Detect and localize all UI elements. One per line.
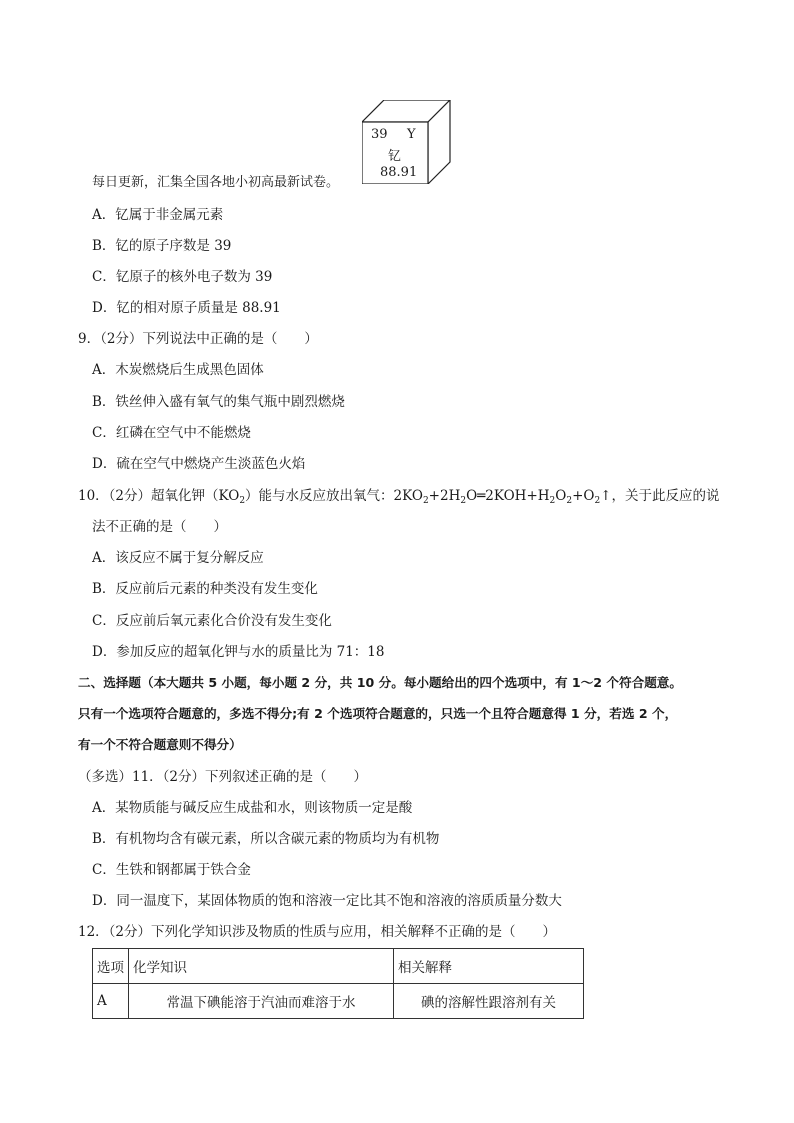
q10-option-d: D．参加反应的超氧化钾与水的质量比为 71：18 xyxy=(92,644,385,660)
q9-option-b: B．铁丝伸入盛有氧气的集气瓶中剧烈燃烧 xyxy=(92,394,345,410)
table-header-option: 选项 xyxy=(93,949,129,984)
q11-option-d: D．同一温度下，某固体物质的饱和溶液一定比其不饱和溶液的溶质质量分数大 xyxy=(92,893,562,909)
q11-stem: （多选）11．（2分）下列叙述正确的是（ ） xyxy=(78,769,368,785)
section2-heading-line2: 只有一个选项符合题意的，多选不得分;有 2 个选项符合题意的，只选一个且符合题意得 1 分，若选 2 个， xyxy=(78,706,678,721)
q10-option-c: C．反应前后氧元素化合价没有发生变化 xyxy=(92,613,332,629)
element-card-yttrium xyxy=(362,100,452,184)
watermark-text: 每日更新，汇集全国各地小初高最新试卷。 xyxy=(92,175,340,190)
q8-option-b: B．钇的原子序数是 39 xyxy=(92,238,232,254)
q11-option-a: A．某物质能与碱反应生成盐和水，则该物质一定是酸 xyxy=(92,800,413,816)
q8-option-d: D．钇的相对原子质量是 88.91 xyxy=(92,300,281,316)
q9-option-d: D．硫在空气中燃烧产生淡蓝色火焰 xyxy=(92,456,306,472)
section2-heading-line1: 二、选择题（本大题共 5 小题，每小题 2 分，共 10 分。每小题给出的四个选项中，有 1～2 个符合题意。 xyxy=(78,675,682,690)
table-cell-option: A xyxy=(93,984,129,1019)
q11-option-c: C．生铁和钢都属于铁合金 xyxy=(92,862,251,878)
table-cell-explanation: 碘的溶解性跟溶剂有关 xyxy=(394,984,584,1019)
q10-stem: 10．（2分）超氧化钾$(KO_2)$能与水反应放出氧气：$2KO_2+2H_2O═2KOH+H_2O_2+O_2↑$，关于此反应的说 xyxy=(78,488,720,506)
atomic-mass: 88.91 xyxy=(380,165,418,180)
q9-option-c: C．红磷在空气中不能燃烧 xyxy=(92,425,251,441)
q12-table xyxy=(92,948,584,1019)
element-symbol: Y xyxy=(407,127,416,142)
q9-stem: 9．（2分）下列说法中正确的是（ ） xyxy=(78,331,318,347)
element-name: 钇 xyxy=(388,149,402,164)
table-header-row xyxy=(93,949,584,984)
table-row xyxy=(93,984,584,1019)
q12-stem: 12．（2分）下列化学知识涉及物质的性质与应用，相关解释不正确的是（ ） xyxy=(78,924,557,940)
table-cell-knowledge: 常温下碘能溶于汽油而难溶于水 xyxy=(129,984,394,1019)
q10-option-a: A．该反应不属于复分解反应 xyxy=(92,550,264,566)
q9-option-a: A．木炭燃烧后生成黑色固体 xyxy=(92,362,264,378)
table-header-explanation: 相关解释 xyxy=(394,949,584,984)
section2-heading-line3: 有一个不符合题意则不得分） xyxy=(78,737,242,752)
q8-option-c: C．钇原子的核外电子数为 39 xyxy=(92,269,273,285)
q11-option-b: B．有机物均含有碳元素，所以含碳元素的物质均为有机物 xyxy=(92,831,440,847)
q10-stem-continued: 法不正确的是（ ） xyxy=(92,519,227,535)
q10-option-b: B．反应前后元素的种类没有发生变化 xyxy=(92,581,318,597)
table-header-knowledge: 化学知识 xyxy=(129,949,394,984)
q8-option-a: A．钇属于非金属元素 xyxy=(92,207,224,223)
atomic-number: 39 xyxy=(371,127,388,142)
